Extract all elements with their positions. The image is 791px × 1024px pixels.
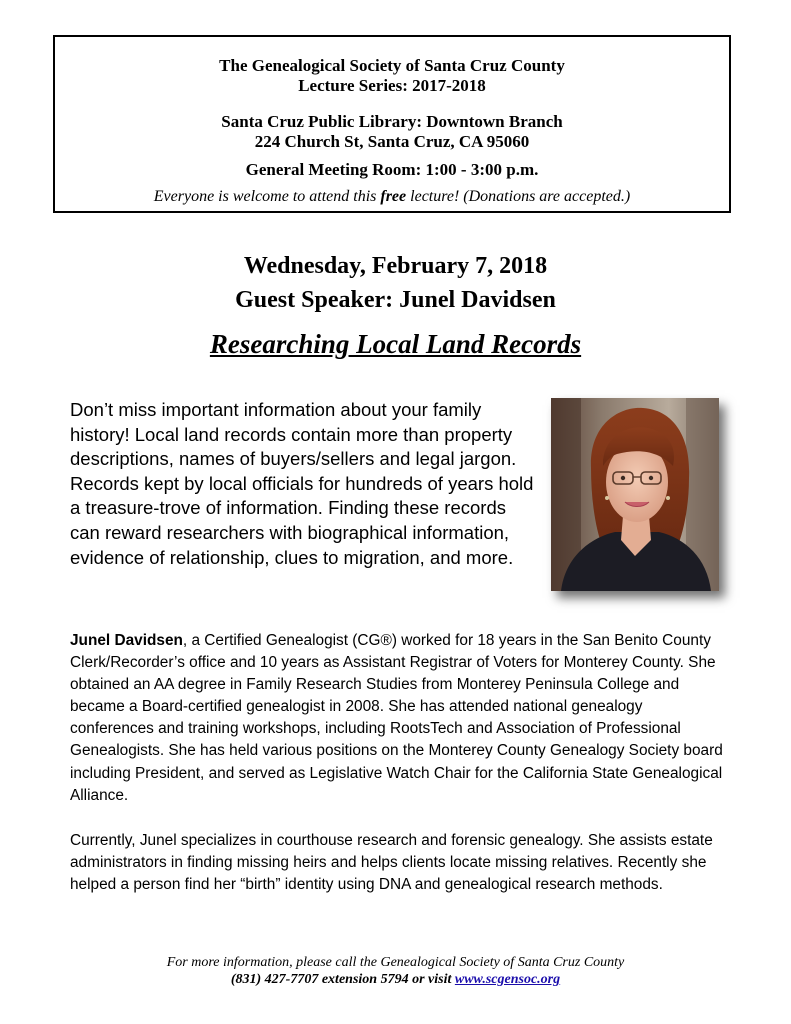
lecture-title: Researching Local Land Records	[209, 329, 582, 359]
guest-speaker: Guest Speaker: Junel Davidsen	[235, 287, 556, 313]
welcome-text-end: lecture! (Donations are accepted.)	[406, 188, 631, 205]
speaker-name: Junel Davidsen	[70, 632, 183, 649]
welcome-note	[55, 187, 729, 207]
meeting-room-time: General Meeting Room: 1:00 - 3:00 p.m.	[245, 160, 539, 179]
speaker-bio	[70, 630, 730, 807]
current-work	[70, 830, 730, 896]
event-date: Wednesday, February 7, 2018	[243, 253, 548, 279]
free-emphasis: free	[380, 188, 407, 205]
intro-paragraph	[70, 398, 540, 570]
society-name: The Genealogical Society of Santa Cruz County	[219, 56, 565, 75]
lecture-info-box	[53, 35, 731, 213]
current-work-text: Currently, Junel specializes in courthouse research and forensic genealogy. She assists estate administrators in finding missing heirs and helps clients locate missing relatives. Recently she helped a person find her “birth” identity using DNA and genealogical research methods.	[70, 832, 713, 894]
speaker-photo	[551, 398, 719, 591]
website-link[interactable]: www.scgensoc.org	[454, 972, 561, 987]
speaker-portrait-graphic	[551, 398, 719, 591]
bio-paragraph	[70, 630, 730, 807]
bio-text: , a Certified Genealogist (CG®) worked for 18 years in the San Benito County Clerk/Recorder’s office and 10 years as Assistant Registrar of Voters for Monterey County. She obtained an AA degree in Family Research Studies from Monterey Peninsula College and became a Board-certified genealogist in 2008. She has attended national genealogy conferences and training workshops, including RootsTech and Association of Professional Genealogists. She has held various positions on the Monterey County Genealogy Society board including President, and served as Legislative Watch Chair for the California State Genealogical Alliance.	[70, 632, 723, 804]
intro-text: Don’t miss important information about your family history! Local land records contain more than property descriptions, names of buyers/sellers and legal jargon. Records kept by local officials for hundreds of years hold a treasure-trove of information. Finding these records can reward researchers with biographical information, evidence of relationship, clues to migration, and more.	[70, 399, 534, 568]
footer-info: For more information, please call the Genealogical Society of Santa Cruz County	[166, 955, 625, 970]
lecture-series: Lecture Series: 2017-2018	[298, 76, 486, 95]
phone-extension: (831) 427-7707 extension 5794 or visit	[230, 972, 455, 987]
venue-address: 224 Church St, Santa Cruz, CA 95060	[254, 132, 530, 151]
venue-name: Santa Cruz Public Library: Downtown Branch	[221, 112, 563, 131]
footer-contact	[0, 971, 791, 988]
welcome-text-start: Everyone is welcome to attend this	[153, 188, 381, 205]
